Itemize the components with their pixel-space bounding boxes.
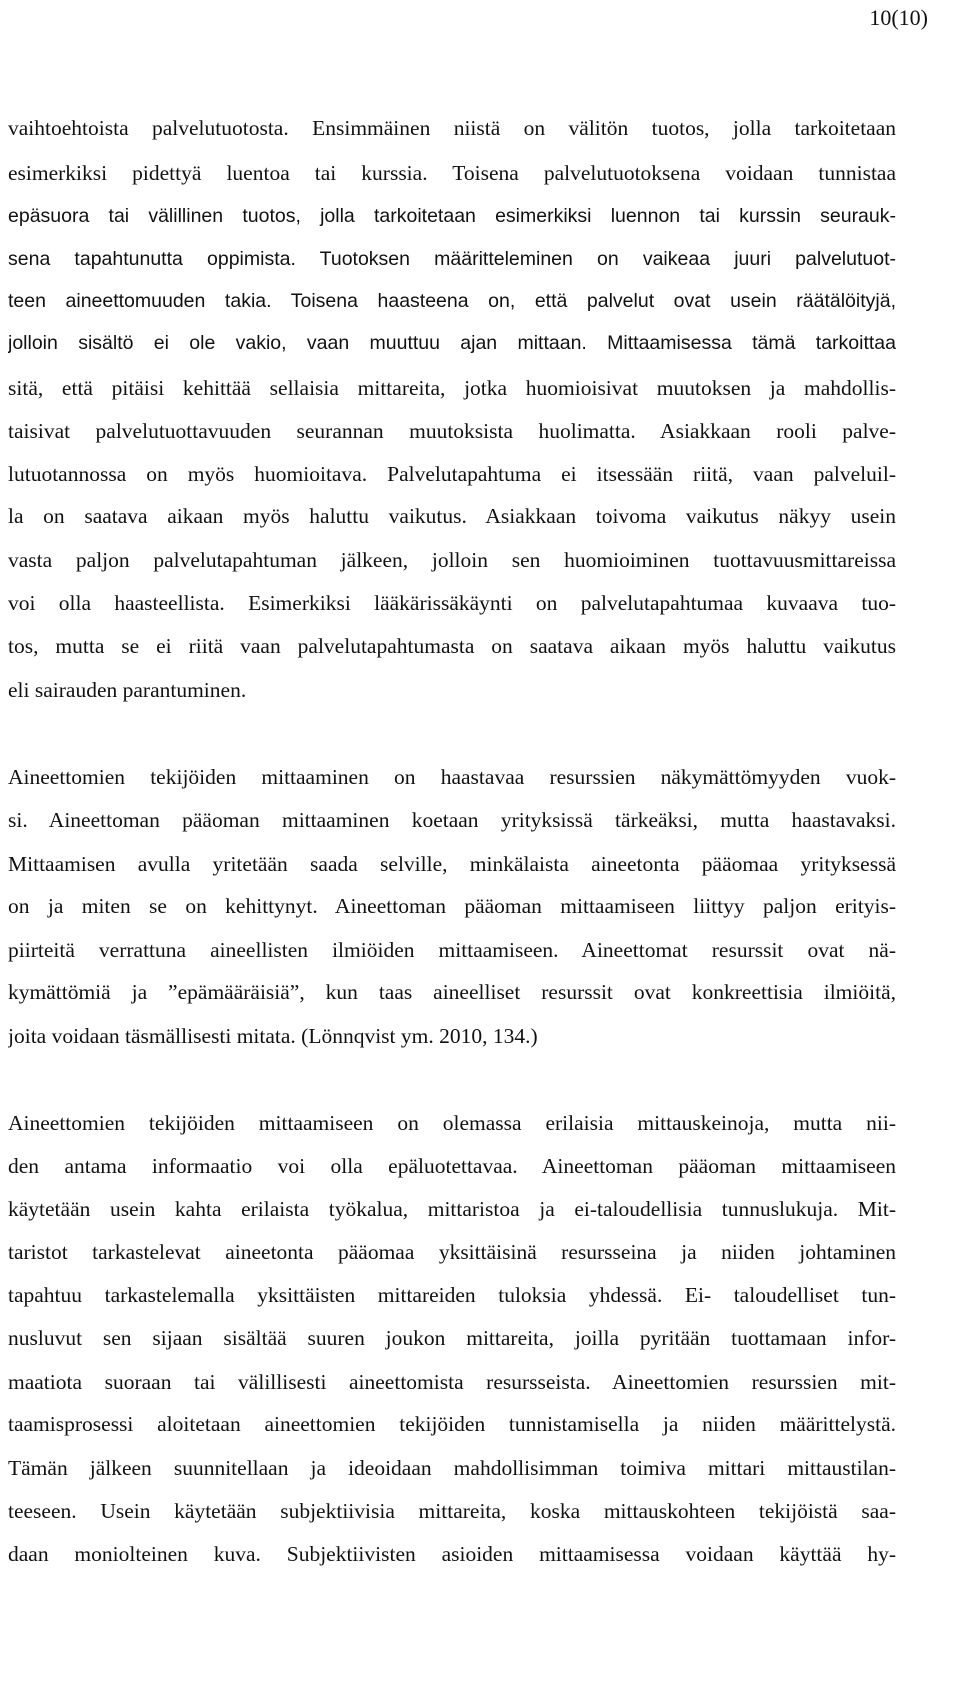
text-line: vaihtoehtoista palvelutuotosta. Ensimmäinen niistä on välitön tuotos, jolla tarkoitetaan <box>8 116 896 140</box>
text-line: piirteitä verrattuna aineellisten ilmiöiden mittaamiseen. Aineettomat resurssit ovat nä- <box>8 938 896 962</box>
text-line: la on saatava aikaan myös haluttu vaikutus. Asiakkaan toivoma vaikutus näkyy usein <box>8 504 896 528</box>
text-line: eli sairauden parantuminen. <box>8 678 247 702</box>
text-line: taristot tarkastelevat aineetonta pääomaa yksittäisinä resursseina ja niiden johtaminen <box>8 1240 896 1264</box>
text-line: on ja miten se on kehittynyt. Aineettoman pääoman mittaamiseen liittyy paljon erityis- <box>8 894 896 918</box>
text-line: vasta paljon palvelutapahtuman jälkeen, jolloin sen huomioiminen tuottavuusmittareissa <box>8 548 896 572</box>
text-line: sena tapahtunutta oppimista. Tuotoksen määritteleminen on vaikeaa juuri palvelutuot- <box>8 248 896 270</box>
text-line: nusluvut sen sijaan sisältää suuren joukon mittareita, joilla pyritään tuottamaan infor- <box>8 1326 896 1350</box>
text-line: jolloin sisältö ei ole vakio, vaan muuttuu ajan mittaan. Mittaamisessa tämä tarkoittaa <box>8 332 896 354</box>
text-line: tapahtuu tarkastelemalla yksittäisten mittareiden tuloksia yhdessä. Ei- taloudelliset tun- <box>8 1283 896 1307</box>
text-line: epäsuora tai välillinen tuotos, jolla tarkoitetaan esimerkiksi luennon tai kurssin seurauk- <box>8 205 896 227</box>
page-number: 10(10) <box>869 5 928 30</box>
text-line: voi olla haasteellista. Esimerkiksi lääkärissäkäynti on palvelutapahtumaa kuvaava tuo- <box>8 591 896 615</box>
text-line: Tämän jälkeen suunnitellaan ja ideoidaan mahdollisimman toimiva mittari mittaustilan- <box>8 1456 896 1480</box>
text-line: teeseen. Usein käytetään subjektiivisia mittareita, koska mittauskohteen tekijöistä saa- <box>8 1499 896 1523</box>
text-line: esimerkiksi pidettyä luentoa tai kurssia. Toisena palvelutuotoksena voidaan tunnistaa <box>8 161 896 185</box>
text-line: taamisprosessi aloitetaan aineettomien tekijöiden tunnistamisella ja niiden määrittelystä. <box>8 1412 896 1436</box>
text-line: maatiota suoraan tai välillisesti aineettomista resursseista. Aineettomien resurssien mit- <box>8 1370 896 1394</box>
text-line: lutuotannossa on myös huomioitava. Palvelutapahtuma ei itsessään riitä, vaan palveluil- <box>8 462 896 486</box>
text-line: sitä, että pitäisi kehittää sellaisia mittareita, jotka huomioisivat muutoksen ja mahdollis- <box>8 376 896 400</box>
text-line: käytetään usein kahta erilaista työkalua, mittaristoa ja ei-taloudellisia tunnuslukuja. Mit- <box>8 1197 896 1221</box>
text-line: tos, mutta se ei riitä vaan palvelutapahtumasta on saatava aikaan myös haluttu vaikutus <box>8 634 896 658</box>
text-line: Aineettomien tekijöiden mittaamiseen on olemassa erilaisia mittauskeinoja, mutta nii- <box>8 1111 896 1135</box>
text-line: taisivat palvelutuottavuuden seurannan muutoksista huolimatta. Asiakkaan rooli palve- <box>8 419 896 443</box>
text-line: Aineettomien tekijöiden mittaaminen on haastavaa resurssien näkymättömyyden vuok- <box>8 765 896 789</box>
text-line: teen aineettomuuden takia. Toisena haasteena on, että palvelut ovat usein räätälöityjä, <box>8 290 896 312</box>
text-line: joita voidaan täsmällisesti mitata. (Lönnqvist ym. 2010, 134.) <box>8 1024 538 1048</box>
text-line: kymättömiä ja ”epämääräisiä”, kun taas aineelliset resurssit ovat konkreettisia ilmiöitä, <box>8 980 896 1004</box>
text-line: Mittaamisen avulla yritetään saada selville, minkälaista aineetonta pääomaa yrityksessä <box>8 852 896 876</box>
text-line: daan moniolteinen kuva. Subjektiivisten asioiden mittaamisessa voidaan käyttää hy- <box>8 1542 896 1566</box>
text-line: si. Aineettoman pääoman mittaaminen koetaan yrityksissä tärkeäksi, mutta haastavaksi. <box>8 808 896 832</box>
text-line: den antama informaatio voi olla epäluotettavaa. Aineettoman pääoman mittaamiseen <box>8 1154 896 1178</box>
